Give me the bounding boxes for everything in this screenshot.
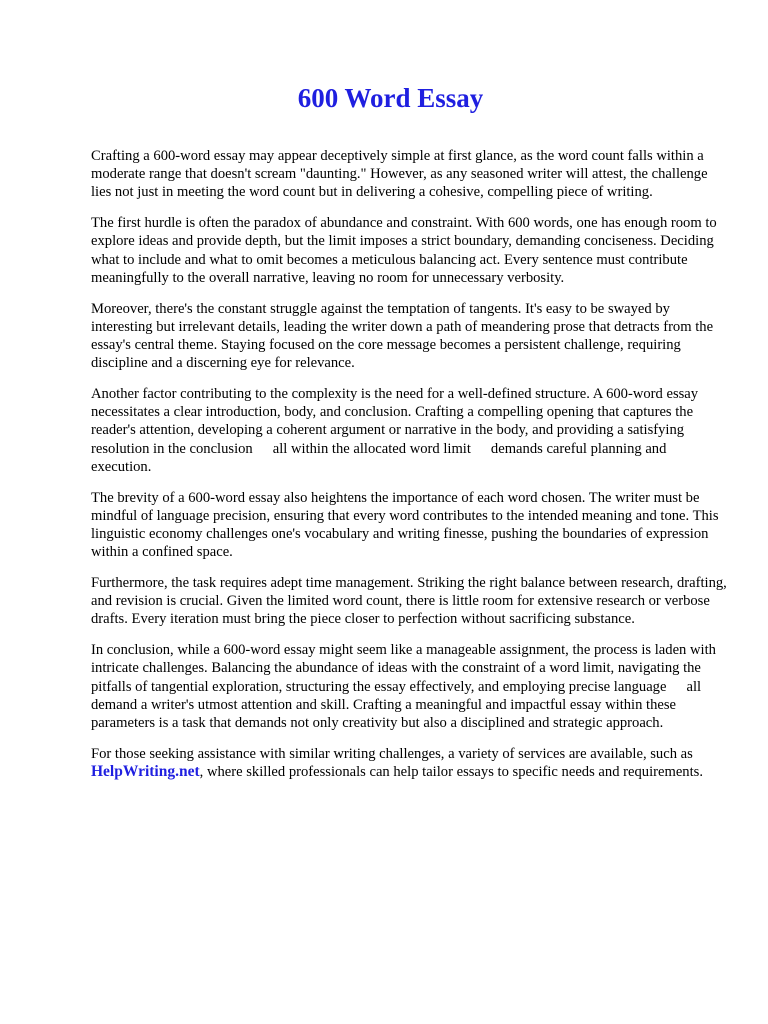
paragraph-5: The brevity of a 600-word essay also heightens the importance of each word chosen. The writer must be mindful of language precision, ensuring that every word contributes to the intended meaning and tone. This linguistic economy challenges one's vocabulary and writing finesse, pushing the boundaries of expression within a confined space. — [91, 489, 719, 561]
paragraph-4 — [91, 385, 730, 476]
paragraph-8 — [91, 745, 730, 781]
paragraph-8-after-link: , where skilled professionals can help tailor essays to specific needs and requirements. — [199, 764, 703, 781]
paragraph-4-part-3: demands careful planning and execution. — [91, 440, 667, 475]
helpwriting-link[interactable]: HelpWriting.net — [91, 763, 200, 781]
paragraph-8-before-link: For those seeking assistance with similar writing challenges, a variety of services are available, such as — [91, 745, 693, 762]
paragraph-7-part-2: all demand a writer's utmost attention and skill. Crafting a meaningful and impactful essay within these parameters is a task that demands not only creativity but also a disciplined and strategic approach. — [91, 678, 702, 732]
essay-body — [91, 147, 730, 781]
page-title: 600 Word Essay — [297, 83, 484, 113]
paragraph-6: Furthermore, the task requires adept time management. Striking the right balance between research, drafting, and revision is crucial. Given the limited word count, there is little room for extensive research or verbose drafts. Every iteration must bring the piece closer to perfection without sacrificing substance. — [91, 575, 727, 628]
paragraph-7 — [91, 641, 730, 732]
paragraph-3: Moreover, there's the constant struggle against the temptation of tangents. It's easy to be swayed by interesting but irrelevant details, leading the writer down a path of meandering prose that detracts from the essay's central theme. Staying focused on the core message becomes a persistent challenge, requiring discipline and a discerning eye for relevance. — [91, 300, 714, 372]
paragraph-2: The first hurdle is often the paradox of abundance and constraint. With 600 words, one has enough room to explore ideas and provide depth, but the limit imposes a strict boundary, demanding conciseness. Deciding what to include and what to omit becomes a meticulous balancing act. Every sentence must contribute meaningfully to the overall narrative, leaving no room for unnecessary verbosity. — [91, 215, 717, 286]
paragraph-7-part-1: In conclusion, while a 600-word essay might seem like a manageable assignment, the process is laden with intricate challenges. Balancing the abundance of ideas with the constraint of a word limit, navigating the pitfalls of tangential exploration, structuring the essay effectively, and employing precise language — [91, 642, 716, 695]
paragraph-4-part-2: all within the allocated word limit — [272, 440, 471, 457]
paragraph-1: Crafting a 600-word essay may appear deceptively simple at first glance, as the word count falls within a moderate range that doesn't scream "daunting." However, as any seasoned writer will attest, the challenge lies not just in meeting the word count but in delivering a cohesive, compelling piece of writing. — [91, 148, 708, 201]
paragraph-4-part-1: Another factor contributing to the complexity is the need for a well-defined structure. A 600-word essay necessitates a clear introduction, body, and conclusion. Crafting a compelling opening that captures the reader's attention, developing a coherent argument or narrative in the body, and providing a satisfying resolution in the conclusion — [91, 386, 699, 457]
